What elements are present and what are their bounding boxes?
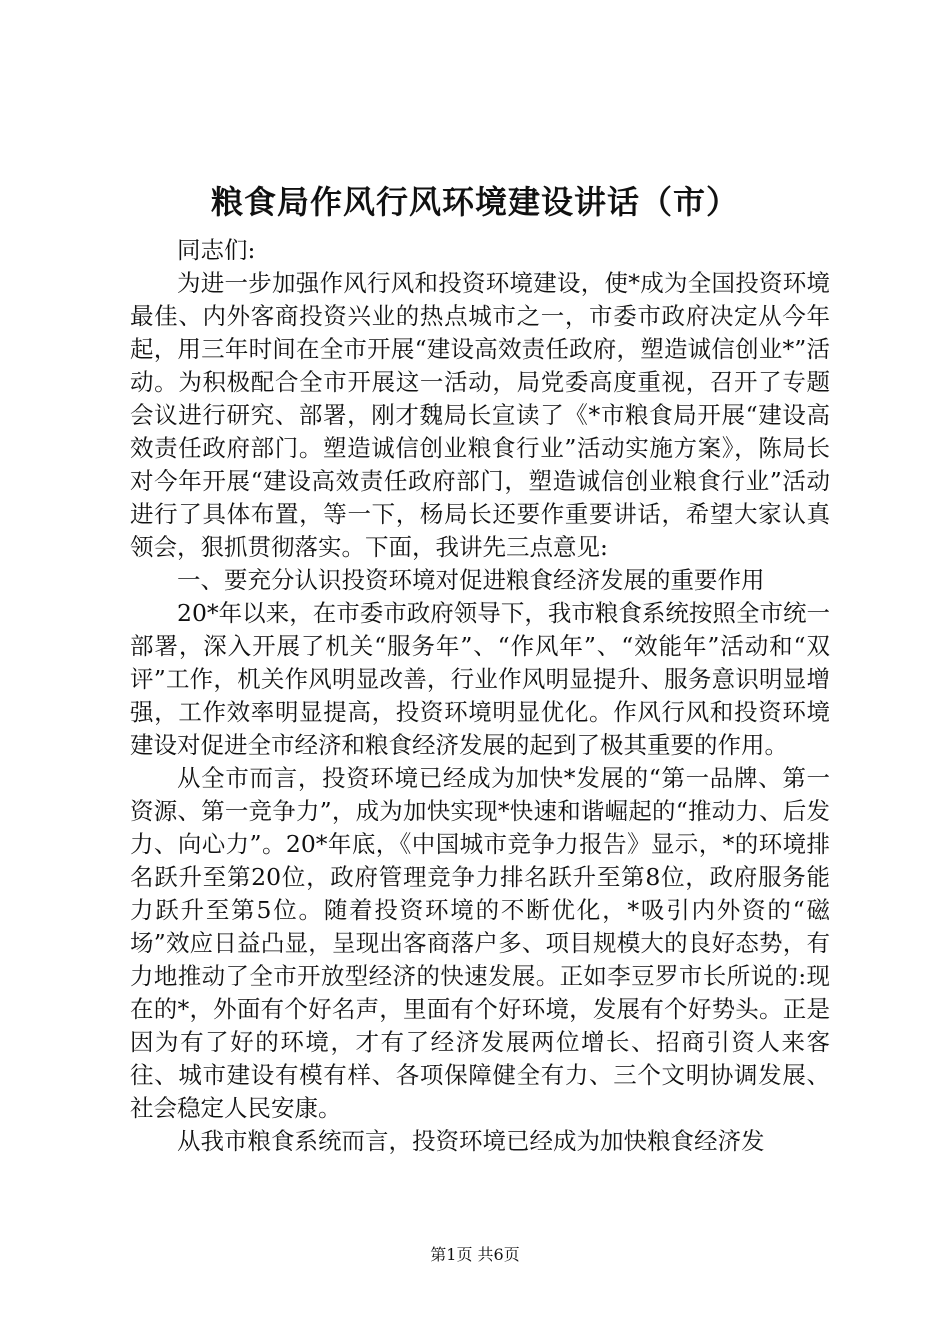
paragraph-city-perspective: 从全市而言，投资环境已经成为加快*发展的“第一品牌、第一资源、第一竞争力”，成为加快实现*快速和谐崛起的“推动力、后发力、向心力”。20*年底，《中国城市竞争力报告》显示，*的环境排名跃升至第20位，政府管理竞争力排名跃升至第8位，政府服务能力跃升至第5位。随着投资环境的不断优化，*吸引内外资的“磁场”效应日益凸显，呈现出客商落户多、项目规模大的良好态势，有力地推动了全市开放型经济的快速发展。正如李豆罗市长所说的:现在的*，外面有个好名声，里面有个好环境，发展有个好势头。正是因为有了好的环境，才有了经济发展两位增长、招商引资人来客往、城市建设有模有样、各项保障健全有力、三个文明协调发展、社会稳定人民安康。 bbox=[130, 764, 830, 1122]
paragraph-achievements: 20*年以来，在市委市政府领导下，我市粮食系统按照全市统一部署，深入开展了机关“服务年”、“作风年”、“效能年”活动和“双评”工作，机关作风明显改善，行业作风明显提升、服务意识明显增强，工作效率明显提高，投资环境明显优化。作风行风和投资环境建设对促进全市经济和粮食经济发展的起到了极其重要的作用。 bbox=[130, 599, 830, 759]
salutation: 同志们: bbox=[177, 236, 256, 264]
document-title: 粮食局作风行风环境建设讲话（市） bbox=[210, 183, 739, 221]
document-body bbox=[130, 234, 830, 1158]
section-heading-1: 一、要充分认识投资环境对促进粮食经济发展的重要作用 bbox=[177, 566, 765, 594]
paragraph-intro: 为进一步加强作风行风和投资环境建设，使*成为全国投资环境最佳、内外客商投资兴业的热点城市之一，市委市政府决定从今年起，用三年时间在全市开展“建设高效责任政府，塑造诚信创业*”活动。为积极配合全市开展这一活动，局党委高度重视，召开了专题会议进行研究、部署，刚才魏局长宣读了《*市粮食局开展“建设高效责任政府部门。塑造诚信创业粮食行业”活动实施方案》，陈局长对今年开展“建设高效责任政府部门，塑造诚信创业粮食行业”活动进行了具体布置，等一下，杨局长还要作重要讲话，希望大家认真领会，狠抓贯彻落实。下面，我讲先三点意见: bbox=[130, 269, 830, 561]
page-footer: 第1页 共6页 bbox=[430, 1245, 520, 1264]
paragraph-grain-system: 从我市粮食系统而言，投资环境已经成为加快粮食经济发 bbox=[177, 1127, 765, 1155]
